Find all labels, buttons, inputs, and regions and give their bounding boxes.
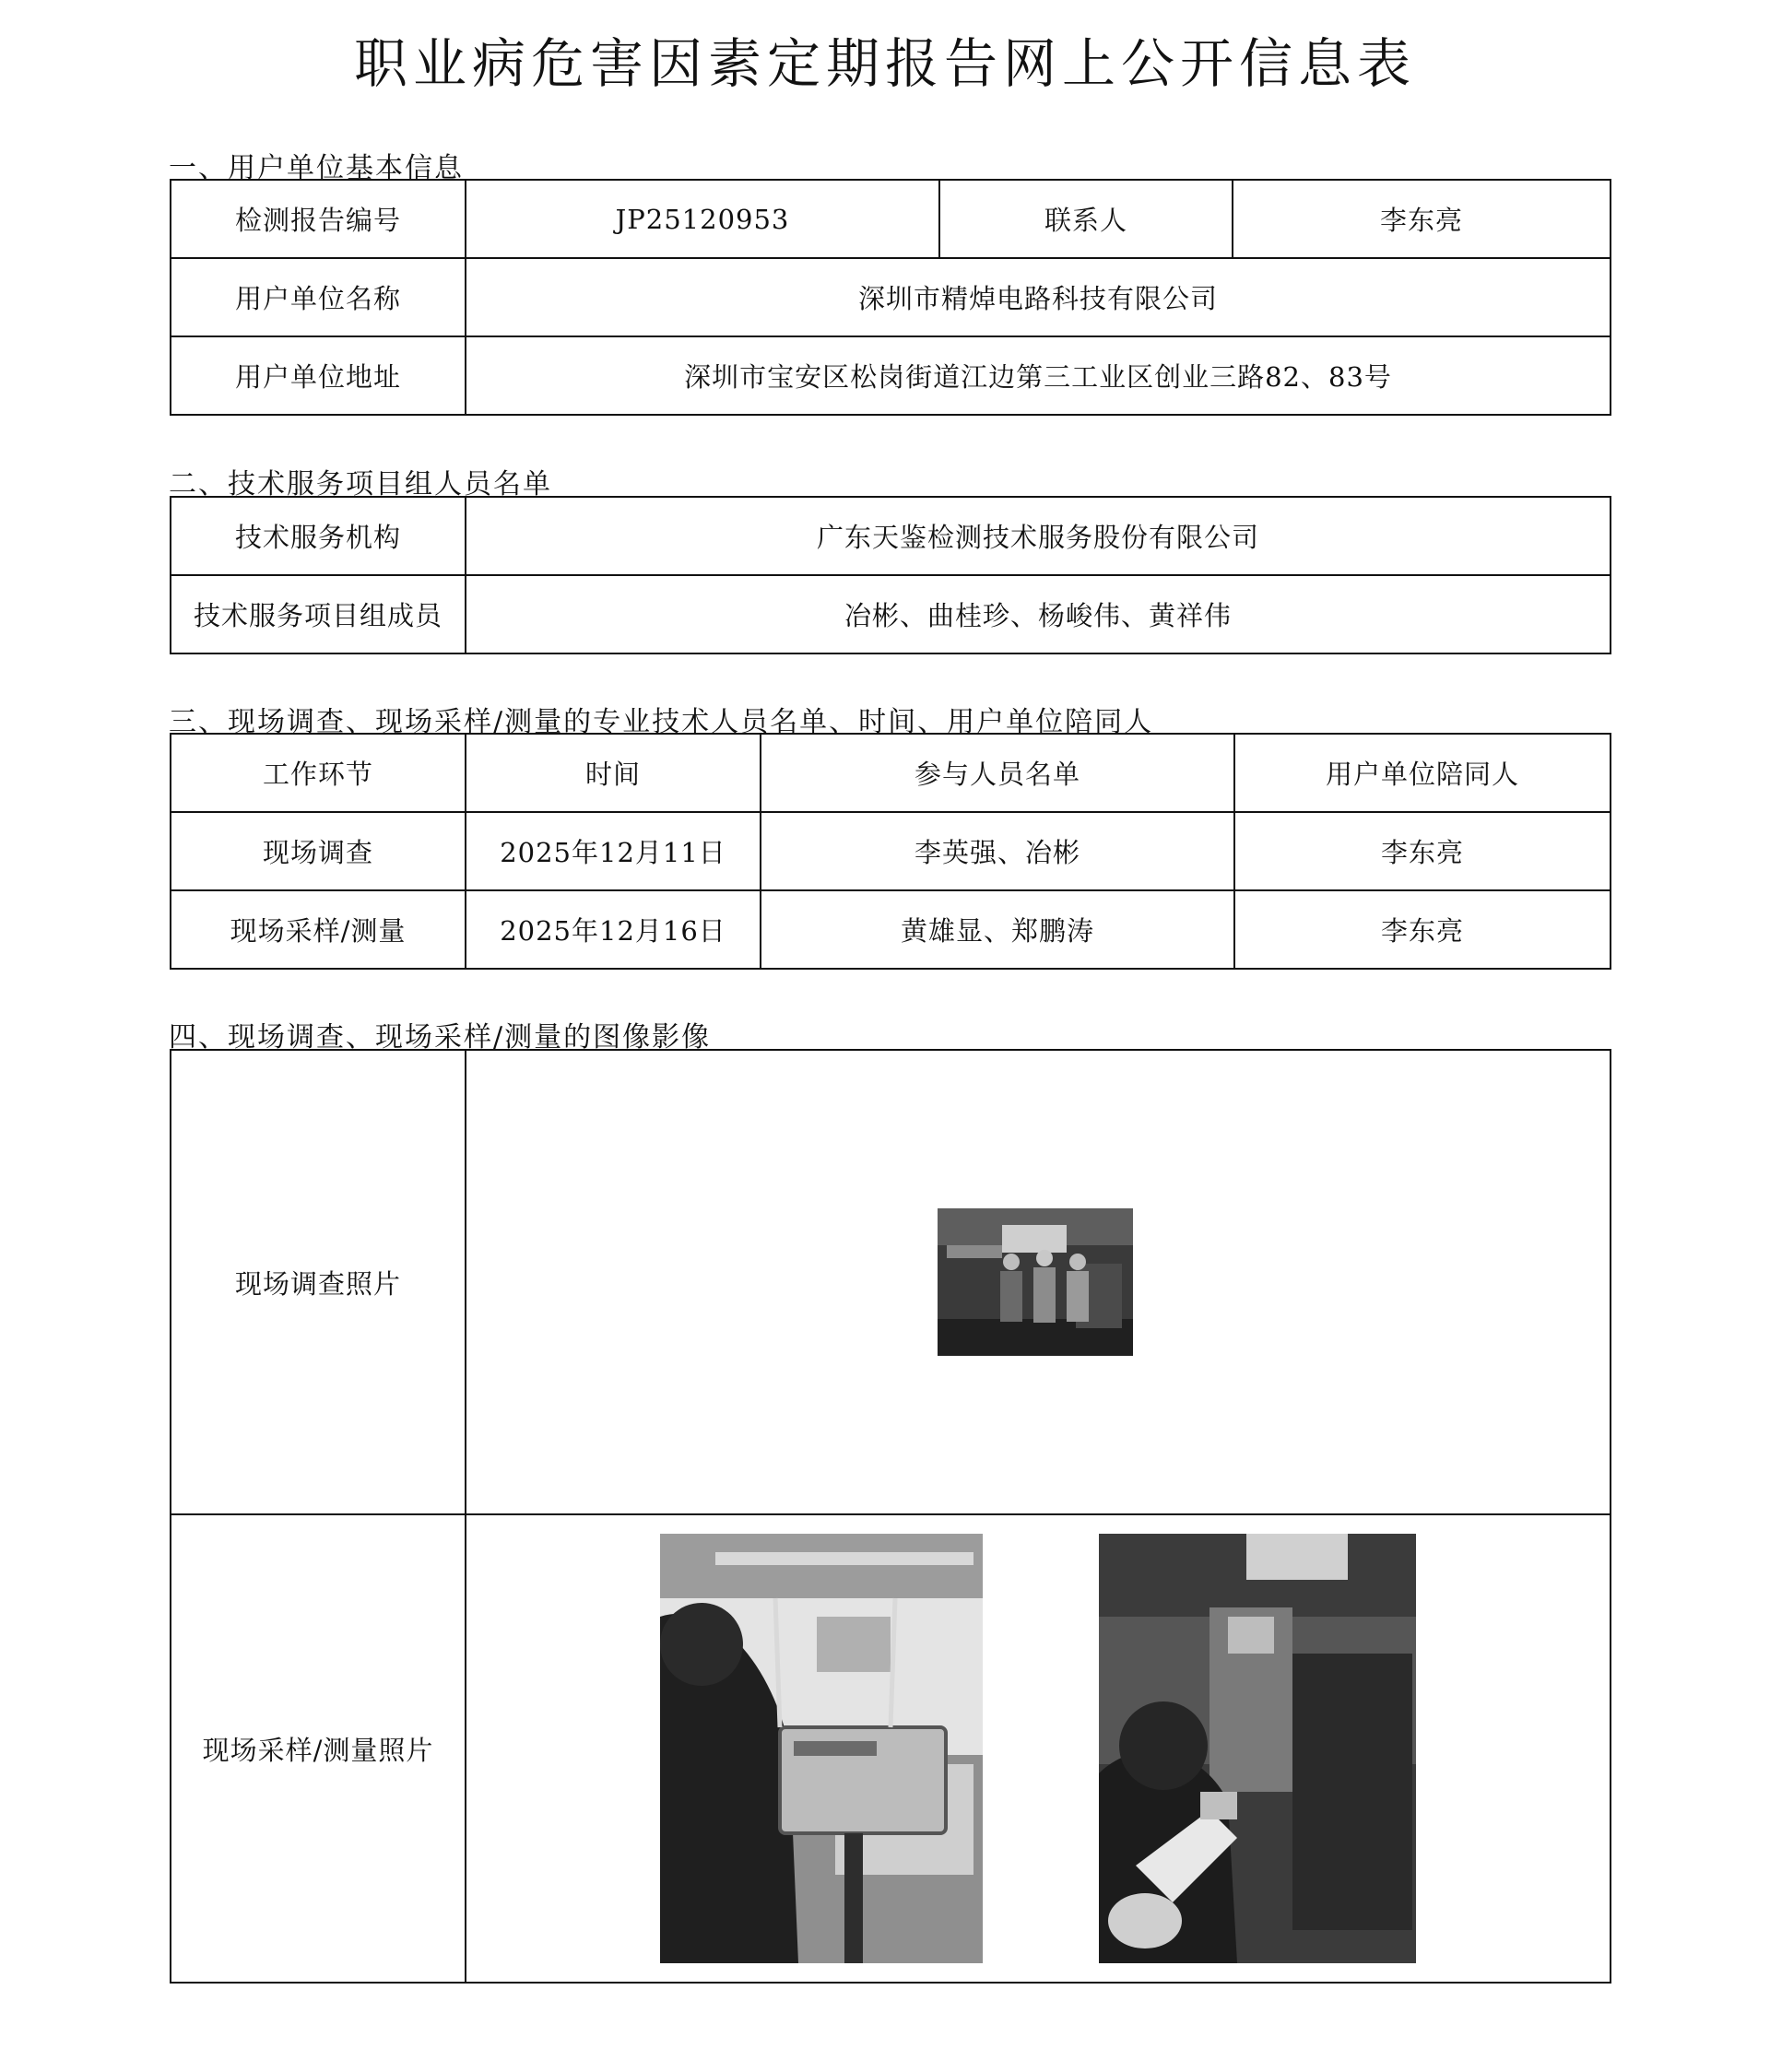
section4-heading: 四、现场调查、现场采样/测量的图像影像 (169, 1021, 712, 1054)
members-label: 技术服务项目组成员 (171, 575, 466, 653)
stage-cell: 现场调查 (171, 812, 466, 890)
time-cell: 2025年12月16日 (466, 890, 761, 969)
table-row (171, 575, 1611, 653)
header-time: 时间 (466, 734, 761, 812)
table-row (171, 890, 1611, 969)
table-row (171, 812, 1611, 890)
participants-cell: 李英强、冶彬 (761, 812, 1234, 890)
stage-cell: 现场采样/测量 (171, 890, 466, 969)
table-row (171, 1050, 1611, 1514)
report-no-value: JP25120953 (466, 180, 939, 258)
section3-heading: 三、现场调查、现场采样/测量的专业技术人员名单、时间、用户单位陪同人 (169, 706, 1154, 738)
time-cell: 2025年12月11日 (466, 812, 761, 890)
address-value: 深圳市宝安区松岗街道江边第三工业区创业三路82、83号 (466, 336, 1611, 415)
escort-cell: 李东亮 (1234, 812, 1611, 890)
contact-value: 李东亮 (1233, 180, 1611, 258)
table-row (171, 1514, 1611, 1983)
team-table (170, 496, 1611, 654)
table-row (171, 336, 1611, 415)
org-value: 广东天鉴检测技术服务股份有限公司 (466, 497, 1611, 575)
section2-heading: 二、技术服务项目组人员名单 (169, 468, 552, 500)
company-value: 深圳市精焯电路科技有限公司 (466, 258, 1611, 336)
section1-heading: 一、用户单位基本信息 (169, 152, 464, 184)
table-row (171, 180, 1611, 258)
survey-photo (938, 1208, 1133, 1356)
participants-cell: 黄雄显、郑鹏涛 (761, 890, 1234, 969)
basic-info-table (170, 179, 1611, 416)
sampling-photo-left (660, 1534, 983, 1963)
header-participants: 参与人员名单 (761, 734, 1234, 812)
photo-table (170, 1049, 1611, 1984)
report-no-label: 检测报告编号 (171, 180, 466, 258)
company-label: 用户单位名称 (171, 258, 466, 336)
table-row (171, 497, 1611, 575)
escort-cell: 李东亮 (1234, 890, 1611, 969)
sampling-photo-cell (466, 1514, 1611, 1983)
survey-photo-label: 现场调查照片 (171, 1050, 466, 1514)
schedule-table (170, 733, 1611, 970)
header-escort: 用户单位陪同人 (1234, 734, 1611, 812)
org-label: 技术服务机构 (171, 497, 466, 575)
header-stage: 工作环节 (171, 734, 466, 812)
members-value: 冶彬、曲桂珍、杨峻伟、黄祥伟 (466, 575, 1611, 653)
contact-label: 联系人 (939, 180, 1233, 258)
sampling-photo-label: 现场采样/测量照片 (171, 1514, 466, 1983)
sampling-photo-right (1099, 1534, 1416, 1963)
address-label: 用户单位地址 (171, 336, 466, 415)
document-title: 职业病危害因素定期报告网上公开信息表 (353, 32, 1416, 95)
survey-photo-cell (466, 1050, 1611, 1514)
table-row (171, 258, 1611, 336)
table-header-row (171, 734, 1611, 812)
